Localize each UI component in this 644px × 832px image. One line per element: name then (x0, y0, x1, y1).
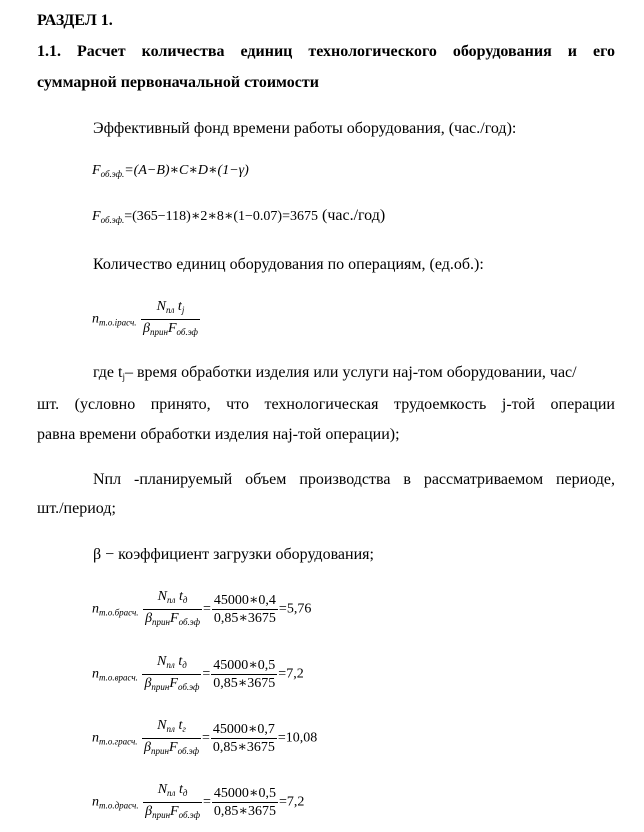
N-subscript: пл (167, 595, 176, 605)
N-symbol: N (157, 654, 167, 669)
beta-subscript: прин (150, 327, 168, 337)
beta-subscript: прин (151, 746, 169, 756)
F-subscript: об.эф (178, 810, 201, 820)
t-subscript: д (182, 595, 188, 605)
t-subscript: д (182, 788, 188, 798)
t-symbol: t (178, 589, 183, 604)
calc-fraction-numeric (211, 657, 277, 692)
F-symbol: F (167, 321, 177, 336)
formula-units-general (92, 298, 201, 341)
beta-subscript: прин (151, 682, 170, 692)
t-subscript: j (181, 305, 185, 315)
F-subscript: об.эф (177, 682, 200, 692)
t-symbol: t (177, 299, 182, 314)
calc-fraction-numeric (212, 785, 278, 820)
N-subscript: пл (166, 724, 175, 734)
N-symbol: N (157, 782, 168, 797)
calc-result: 7,2 (286, 666, 304, 682)
calc-denominator-symbolic (143, 610, 202, 631)
where-t-subscript: j (122, 372, 125, 382)
n-symbol: n (92, 730, 99, 746)
N-subscript: пл (165, 305, 175, 315)
N-symbol: N (157, 589, 167, 604)
npl-line1-text: -планируемый объем производства в рассматриваемом периоде, (121, 471, 615, 488)
calc-fraction-symbolic (142, 653, 201, 696)
beta-symbol: β (144, 676, 152, 691)
N-subscript: пл (166, 660, 175, 670)
paragraph-where-t-line-1 (93, 364, 577, 382)
fund-subscript-2: об.эф. (100, 215, 125, 225)
beta-symbol: β (145, 611, 153, 626)
beta-subscript: прин (152, 810, 171, 820)
calc-denominator-symbolic (142, 739, 201, 760)
formula-fund-general (92, 162, 249, 179)
calc-row (92, 717, 317, 760)
calc-numerator: 45000∗0,5 (213, 658, 276, 673)
n-subscript: т.о.брасч. (99, 607, 139, 618)
equals-sign: = (202, 666, 211, 682)
calc-result: 7,2 (286, 794, 305, 810)
beta-symbol: β (144, 740, 152, 755)
calc-result: 5,76 (286, 601, 312, 617)
fund-subscript: об.эф. (100, 169, 125, 179)
calc-numerator-symbolic (142, 717, 201, 739)
calc-numerator: 45000∗0,5 (213, 786, 276, 801)
calc-fraction-symbolic (143, 781, 202, 824)
equals-sign: = (278, 601, 287, 617)
n-symbol: n (92, 601, 99, 617)
calc-numerator: 45000∗0,4 (213, 593, 276, 608)
subsection-heading-line-1: 1.1. Расчет количества единиц технологического оборудования и его (37, 43, 615, 60)
F-subscript: об.эф (176, 327, 198, 337)
t-symbol: t (178, 654, 183, 669)
F-symbol: F (169, 676, 178, 691)
calc-numerator-symbolic (143, 781, 202, 803)
paragraph-npl-line-1 (93, 471, 615, 489)
calc-row (92, 781, 304, 824)
fund-calc-expression: =(365−118)∗2∗8∗(1−0.07)=3675 (124, 209, 318, 224)
equals-sign: = (278, 794, 287, 810)
t-subscript: г (182, 724, 186, 734)
paragraph-npl-line-2: шт./период; (37, 500, 116, 517)
paragraph-units-by-operation: Количество единиц оборудования по операциям, (ед.об.): (93, 256, 484, 273)
F-subscript: об.эф (178, 617, 200, 627)
F-symbol: F (170, 611, 179, 626)
units-general-numerator (141, 298, 200, 320)
beta-symbol: β (145, 804, 153, 819)
N-subscript: пл (167, 788, 176, 798)
calc-numerator-symbolic (143, 588, 202, 610)
calc-denominator: 0,85∗3675 (212, 740, 275, 755)
calc-fraction-symbolic (143, 588, 202, 631)
t-symbol: t (178, 782, 183, 797)
equals-sign: = (202, 601, 211, 617)
F-subscript: об.эф (177, 746, 199, 756)
fund-symbol-2: F (92, 209, 101, 224)
calc-numerator-symbolic (142, 653, 201, 675)
n-symbol: n (92, 794, 99, 810)
npl-symbol: Nпл (93, 471, 122, 488)
calc-denominator: 0,85∗3675 (213, 676, 276, 691)
n-subscript: т.о.драсч. (99, 800, 139, 811)
equals-sign: = (278, 666, 287, 682)
units-general-denominator (141, 320, 200, 341)
equals-sign: = (277, 730, 286, 746)
calc-fraction-numeric (212, 592, 278, 627)
subsection-heading-line-2: суммарной первоначальной стоимости (37, 74, 319, 91)
equals-sign: = (201, 730, 210, 746)
calc-denominator: 0,85∗3675 (213, 804, 276, 819)
where-t-prefix: где t (93, 364, 123, 381)
n-symbol: n (92, 311, 99, 327)
t-subscript: д (182, 660, 187, 670)
n-general-subscript: т.о.iрасч. (99, 317, 137, 328)
beta-subscript: прин (152, 617, 171, 627)
fund-expression: =(A−B)∗C∗D∗(1−γ) (124, 163, 249, 178)
paragraph-beta: β − коэффициент загрузки оборудования; (93, 546, 374, 563)
calc-fraction-numeric (211, 721, 277, 756)
section-heading: РАЗДЕЛ 1. (37, 12, 113, 29)
calc-denominator: 0,85∗3675 (213, 611, 276, 626)
calc-row (92, 653, 304, 696)
units-general-fraction (141, 298, 200, 341)
paragraph-where-t-line-2: шт. (условно принято, что технологическая трудоемкость j-той операции (37, 396, 615, 413)
calc-result: 10,08 (285, 730, 318, 746)
n-subscript: т.о.врасч. (99, 672, 138, 683)
N-symbol: N (156, 299, 166, 314)
calc-fraction-symbolic (142, 717, 201, 760)
n-subscript: т.о.грасч. (99, 736, 138, 747)
N-symbol: N (157, 718, 167, 733)
equals-sign: = (203, 794, 211, 810)
where-t-rest: – время обработки изделия или услуги наj-том оборудовании, час/ (124, 364, 577, 381)
t-symbol: t (178, 718, 183, 733)
calc-denominator-symbolic (143, 803, 202, 824)
formula-fund-calc (92, 207, 385, 225)
n-symbol: n (92, 666, 99, 682)
calc-numerator: 45000∗0,7 (212, 722, 275, 737)
calc-row (92, 588, 311, 631)
fund-calc-unit: (час./год) (317, 207, 386, 224)
beta-symbol: β (143, 321, 151, 336)
F-symbol: F (169, 740, 178, 755)
calc-denominator-symbolic (142, 675, 201, 696)
paragraph-effective-fund: Эффективный фонд времени работы оборудования, (час./год): (93, 120, 517, 137)
fund-symbol: F (92, 163, 101, 178)
F-symbol: F (170, 804, 179, 819)
paragraph-where-t-line-3: равна времени обработки изделия наj-той операции); (37, 426, 400, 443)
